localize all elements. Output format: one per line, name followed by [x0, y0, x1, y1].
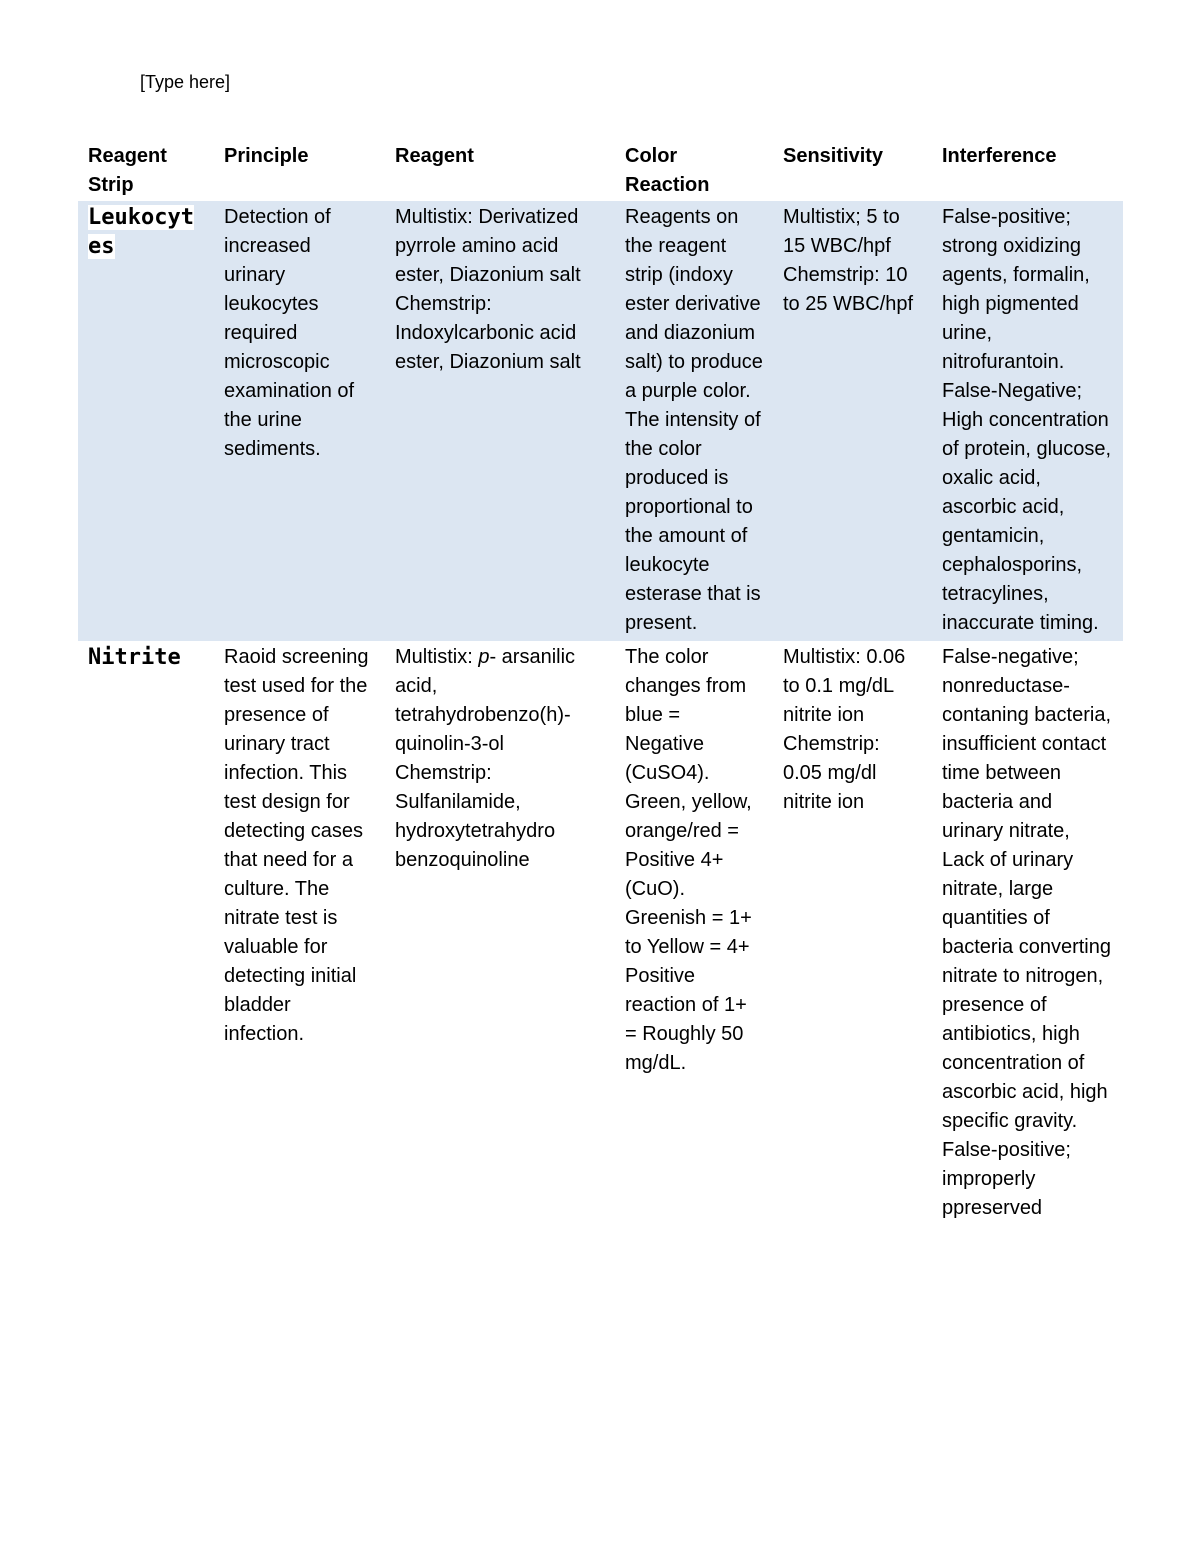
table-row-nitrite — [78, 641, 1123, 1226]
reagent-rest: - arsanilic acid, tetrahydrobenzo(h)-quinolin-3-ol Chemstrip: Sulfanilamide, hydroxytetrahydro benzoquinoline — [395, 646, 576, 871]
header-color-reaction: Color Reaction — [625, 145, 710, 196]
cell-reagent: Multistix: Derivatized pyrrole amino acid ester, Diazonium salt Chemstrip: Indoxylcarbonic acid ester, Diazonium salt — [385, 201, 615, 641]
strip-name-text: Leukocytes — [88, 205, 194, 259]
strip-name-nitrite: Nitrite — [88, 645, 181, 670]
cell-interference: False-positive; strong oxidizing agents, formalin, high pigmented urine, nitrofurantoin. False-Negative; High concentration of protein, glucose, oxalic acid, ascorbic acid, gentamicin, cephalosporins, tetracylines, inaccurate timing. — [932, 201, 1123, 641]
cell-principle: Detection of increased urinary leukocytes required microscopic examination of the urine sediments. — [214, 201, 385, 641]
table-row-leukocytes — [78, 201, 1123, 641]
cell-strip-name — [78, 641, 214, 1226]
header-principle: Principle — [224, 145, 309, 167]
header-reagent-strip: Reagent Strip — [88, 145, 167, 196]
header-sensitivity: Sensitivity — [783, 145, 884, 167]
strip-name-leukocytes — [88, 203, 204, 261]
reagent-prefix: Multistix: — [395, 646, 479, 668]
cell-color-reaction: The color changes from blue = Negative (CuSO4). Green, yellow, orange/red = Positive 4+ (CuO). Greenish = 1+ to Yellow = 4+ Positive reaction of 1+ = Roughly 50 mg/dL. — [625, 646, 752, 1074]
cell-sensitivity: Multistix; 5 to 15 WBC/hpf Chemstrip: 10 to 25 WBC/hpf — [773, 201, 932, 641]
table-header-row — [78, 140, 1123, 201]
reagent-italic: p — [478, 646, 490, 668]
cell-principle: Raoid screening test used for the presence of urinary tract infection. This test design for detecting cases that need for a culture. The nitrate test is valuable for detecting initial bladder infection. — [224, 646, 369, 1045]
cell-sensitivity: Multistix: 0.06 to 0.1 mg/dL nitrite ion Chemstrip: 0.05 mg/dl nitrite ion — [783, 646, 906, 813]
reagent-strip-table — [78, 140, 1123, 1226]
header-reagent: Reagent — [395, 145, 474, 167]
cell-strip-name — [78, 201, 214, 641]
cell-color-reaction: Reagents on the reagent strip (indoxy ester derivative and diazonium salt) to produce a purple color. The intensity of the color produced is proportional to the amount of leukocyte esterase that is present. — [615, 201, 773, 641]
header-interference: Interference — [942, 145, 1057, 167]
cell-reagent — [385, 641, 615, 1226]
page-header-placeholder: [Type here] — [140, 72, 231, 92]
cell-interference: False-negative; nonreductase-contaning bacteria, insufficient contact time between bacteria and urinary nitrate, Lack of urinary nitrate, large quantities of bacteria converting nitrate to nitrogen, presence of antibiotics, high concentration of ascorbic acid, high specific gravity. False-positive; improperly ppreserved — [942, 646, 1112, 1219]
